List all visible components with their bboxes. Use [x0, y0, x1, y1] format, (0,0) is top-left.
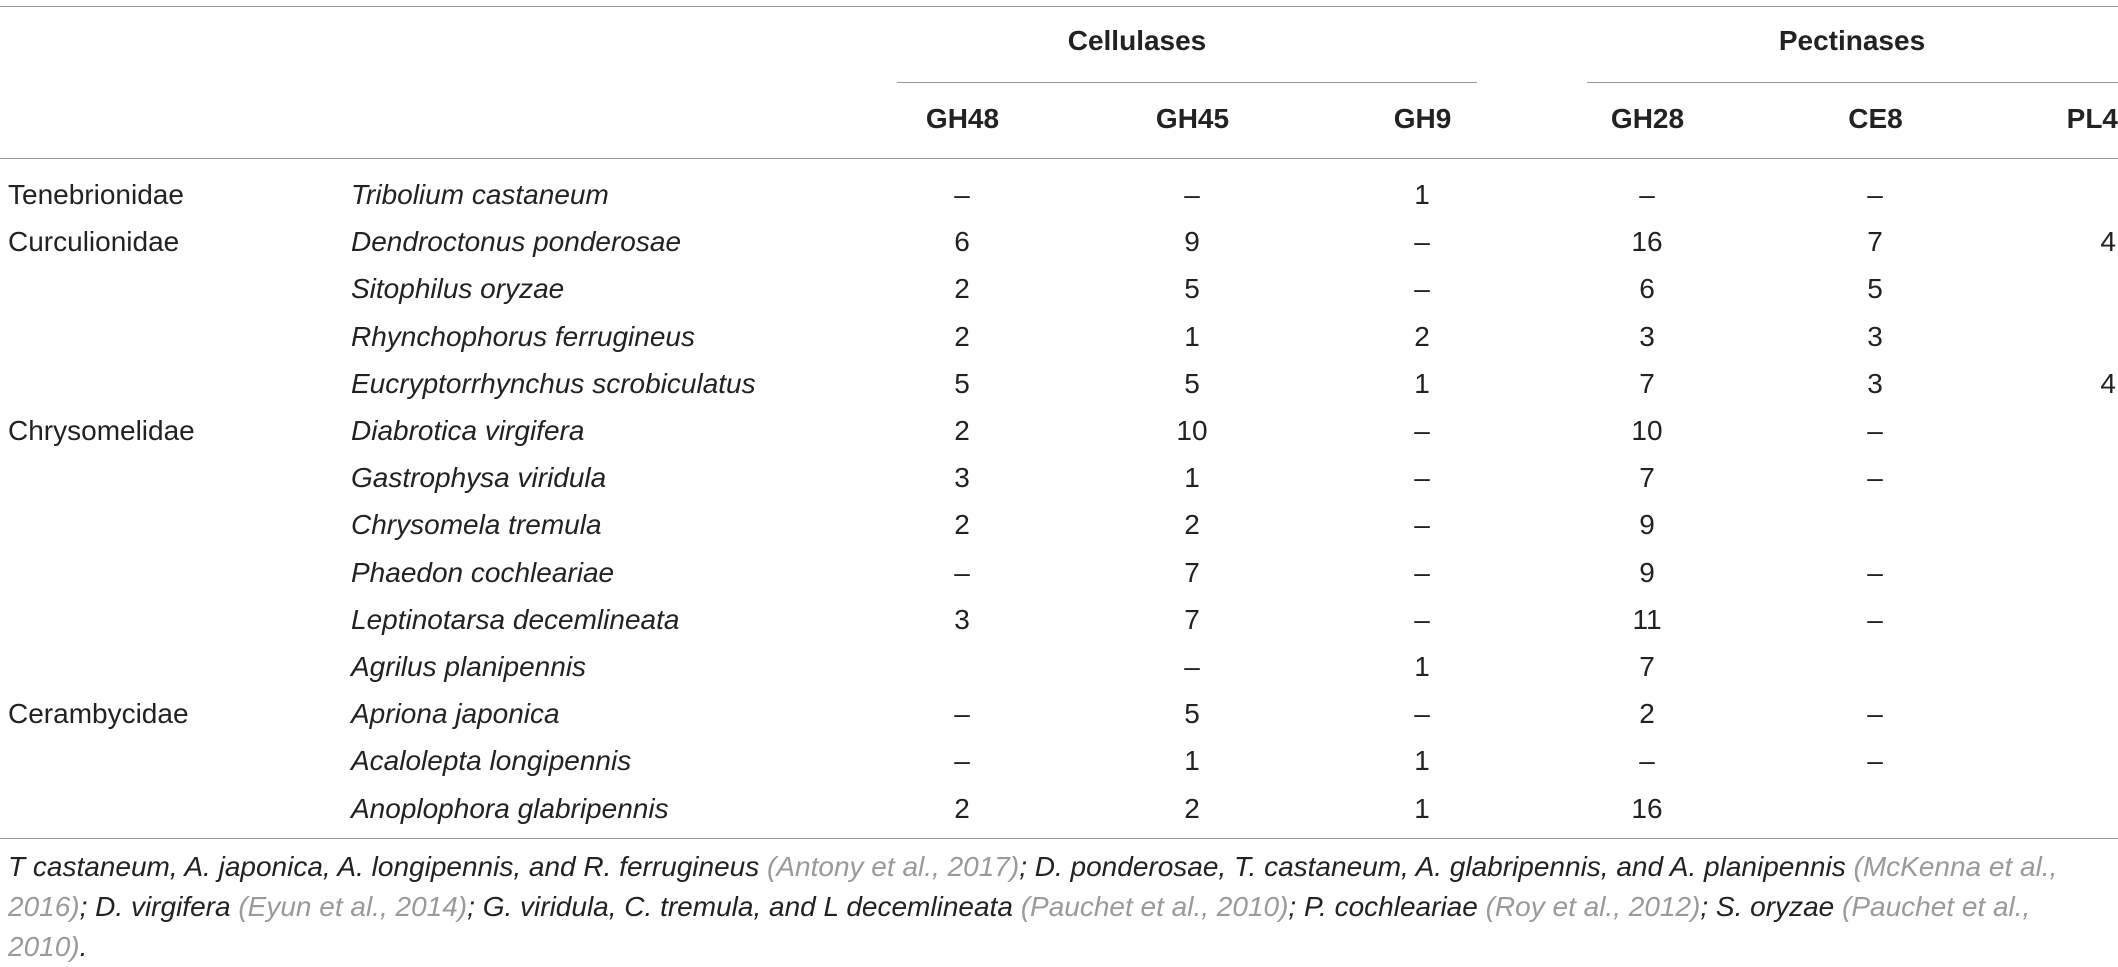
citation-link[interactable]: (Pauchet et al., 2010): [1020, 891, 1289, 922]
family-cell: Chrysomelidae: [8, 415, 195, 446]
value-cell-gh48: –: [954, 179, 970, 210]
value-cell-pl4: 4: [2100, 226, 2116, 258]
value-cell-gh28: 2: [1639, 698, 1655, 730]
table-row: [0, 501, 2118, 548]
value-cell-gh28: 11: [1632, 603, 1662, 635]
value-cell-gh9: 2: [1414, 320, 1430, 352]
value-cell-gh28: 10: [1631, 415, 1663, 446]
table-row: [0, 218, 2118, 265]
species-cell: Diabrotica virgifera: [351, 415, 585, 446]
table-row: [0, 690, 2118, 737]
value-cell-ce8: –: [1867, 462, 1883, 494]
table-row: [0, 313, 2118, 360]
value-cell-gh45: –: [1184, 179, 1200, 210]
value-cell-gh9: –: [1414, 603, 1430, 635]
value-cell-gh48: 5: [954, 367, 970, 399]
value-cell-gh48: 2: [954, 415, 970, 446]
value-cell-ce8: –: [1867, 745, 1883, 777]
table-row: [0, 549, 2118, 596]
value-cell-gh45: 1: [1184, 462, 1200, 494]
value-cell-ce8: –: [1867, 179, 1883, 210]
table-row: [0, 171, 2118, 218]
group-underline-cellulases: [897, 82, 1477, 83]
species-cell: Agrilus planipennis: [351, 651, 587, 682]
value-cell-gh28: 3: [1639, 320, 1655, 352]
value-cell-ce8: 3: [1867, 320, 1883, 352]
column-header-gh28: GH28: [1610, 103, 1685, 134]
value-cell-ce8: –: [1867, 603, 1883, 635]
species-cell: Anoplophora glabripennis: [351, 792, 669, 824]
species-cell: Phaedon cochleariae: [351, 556, 615, 588]
value-cell-gh48: 2: [954, 273, 970, 305]
family-cell: Cerambycidae: [8, 698, 189, 730]
value-cell-pl4: 4: [2100, 367, 2116, 399]
value-cell-gh45: –: [1184, 651, 1200, 682]
value-cell-gh28: 6: [1639, 273, 1655, 305]
value-cell-gh45: 5: [1184, 367, 1200, 399]
value-cell-ce8: –: [1867, 698, 1883, 730]
value-cell-gh45: 2: [1184, 792, 1200, 824]
value-cell-gh45: 10: [1176, 415, 1208, 446]
column-header-gh9: GH9: [1393, 103, 1452, 134]
value-cell-gh9: –: [1414, 273, 1430, 305]
footnote-text: ; S. oryzae: [1700, 891, 1842, 922]
value-cell-gh48: –: [954, 745, 970, 777]
value-cell-gh9: –: [1414, 556, 1430, 588]
value-cell-gh28: 9: [1639, 556, 1655, 588]
value-cell-gh9: –: [1414, 509, 1430, 541]
species-cell: Eucryptorrhynchus scrobiculatus: [351, 367, 756, 399]
value-cell-ce8: –: [1867, 556, 1883, 588]
group-header-pectinases: Pectinases: [1778, 25, 1926, 56]
column-header-gh48: GH48: [925, 103, 1000, 134]
family-cell: Tenebrionidae: [8, 179, 184, 210]
value-cell-ce8: 3: [1867, 367, 1883, 399]
value-cell-gh9: –: [1414, 415, 1430, 446]
value-cell-gh9: 1: [1414, 651, 1430, 682]
value-cell-gh28: –: [1639, 179, 1655, 210]
citation-link[interactable]: (Roy et al., 2012): [1485, 891, 1701, 922]
table-footnote: [8, 847, 2113, 967]
value-cell-gh28: 7: [1639, 367, 1655, 399]
species-cell: Chrysomela tremula: [351, 509, 602, 541]
value-cell-gh48: 2: [954, 509, 970, 541]
value-cell-gh9: –: [1414, 462, 1430, 494]
column-header-pl4: PL4: [2066, 103, 2118, 134]
value-cell-gh48: –: [954, 556, 970, 588]
value-cell-gh48: 2: [954, 320, 970, 352]
value-cell-gh48: 6: [954, 226, 970, 258]
value-cell-gh28: 9: [1639, 509, 1655, 541]
value-cell-ce8: 5: [1867, 273, 1883, 305]
family-cell: Curculionidae: [8, 226, 180, 258]
citation-link[interactable]: (Pauchet et al., 2010): [8, 891, 2031, 962]
table-top-rule: [0, 6, 2118, 7]
value-cell-gh48: 2: [954, 792, 970, 824]
value-cell-gh45: 7: [1184, 556, 1200, 588]
column-header-ce8: CE8: [1848, 103, 1903, 134]
value-cell-gh48: 3: [954, 462, 970, 494]
value-cell-ce8: –: [1867, 415, 1883, 446]
table-row: [0, 407, 2118, 454]
table-row: [0, 643, 2118, 690]
citation-link[interactable]: (Antony et al., 2017): [767, 851, 1020, 882]
footnote-text: ; P. cochleariae: [1288, 891, 1486, 922]
species-cell: Tribolium castaneum: [351, 179, 609, 210]
footnote-text: ; D. virgifera: [79, 891, 239, 922]
value-cell-gh48: –: [954, 698, 970, 730]
table-row: [0, 737, 2118, 784]
value-cell-gh45: 7: [1184, 603, 1200, 635]
citation-link[interactable]: (McKenna et al., 2016): [8, 851, 2058, 922]
footnote-text: ; G. viridula, C. tremula, and L decemlineata: [467, 891, 1021, 922]
citation-link[interactable]: (Eyun et al., 2014): [238, 891, 468, 922]
value-cell-gh9: 1: [1414, 367, 1430, 399]
value-cell-ce8: 7: [1867, 226, 1883, 258]
value-cell-gh28: 7: [1639, 462, 1655, 494]
value-cell-gh45: 5: [1184, 698, 1200, 730]
footnote-text: .: [79, 931, 88, 962]
value-cell-gh28: 16: [1631, 792, 1663, 824]
table-bottom-rule: [0, 838, 2118, 839]
value-cell-gh45: 1: [1184, 320, 1200, 352]
table-row: [0, 360, 2118, 407]
value-cell-gh45: 5: [1184, 273, 1200, 305]
table-row: [0, 596, 2118, 643]
value-cell-gh28: 16: [1631, 226, 1663, 258]
value-cell-gh45: 2: [1184, 509, 1200, 541]
value-cell-gh9: –: [1414, 698, 1430, 730]
species-cell: Gastrophysa viridula: [351, 462, 607, 494]
value-cell-gh9: 1: [1414, 792, 1430, 824]
value-cell-gh9: 1: [1414, 745, 1430, 777]
column-header-gh45: GH45: [1155, 103, 1230, 134]
table-row: [0, 265, 2118, 312]
group-header-cellulases: Cellulases: [1067, 25, 1207, 56]
footnote-text: ; D. ponderosae, T. castaneum, A. glabripennis, and A. planipennis: [1019, 851, 1854, 882]
footnote-text: T castaneum, A. japonica, A. longipennis, and R. ferrugineus: [8, 851, 768, 882]
table-row: [0, 454, 2118, 501]
table-row: [0, 785, 2118, 832]
value-cell-gh9: 1: [1414, 179, 1430, 210]
species-cell: Apriona japonica: [351, 698, 560, 730]
value-cell-gh45: 1: [1184, 745, 1200, 777]
value-cell-gh48: 3: [954, 603, 970, 635]
value-cell-gh28: –: [1639, 745, 1655, 777]
species-cell: Sitophilus oryzae: [351, 273, 565, 305]
value-cell-gh45: 9: [1184, 226, 1200, 258]
group-underline-pectinases: [1587, 82, 2118, 83]
value-cell-gh28: 7: [1639, 651, 1655, 682]
species-cell: Dendroctonus ponderosae: [351, 226, 682, 258]
header-bottom-rule: [0, 158, 2118, 159]
species-cell: Acalolepta longipennis: [351, 745, 632, 777]
species-cell: Leptinotarsa decemlineata: [351, 603, 680, 635]
value-cell-gh9: –: [1414, 226, 1430, 258]
species-cell: Rhynchophorus ferrugineus: [351, 320, 695, 352]
